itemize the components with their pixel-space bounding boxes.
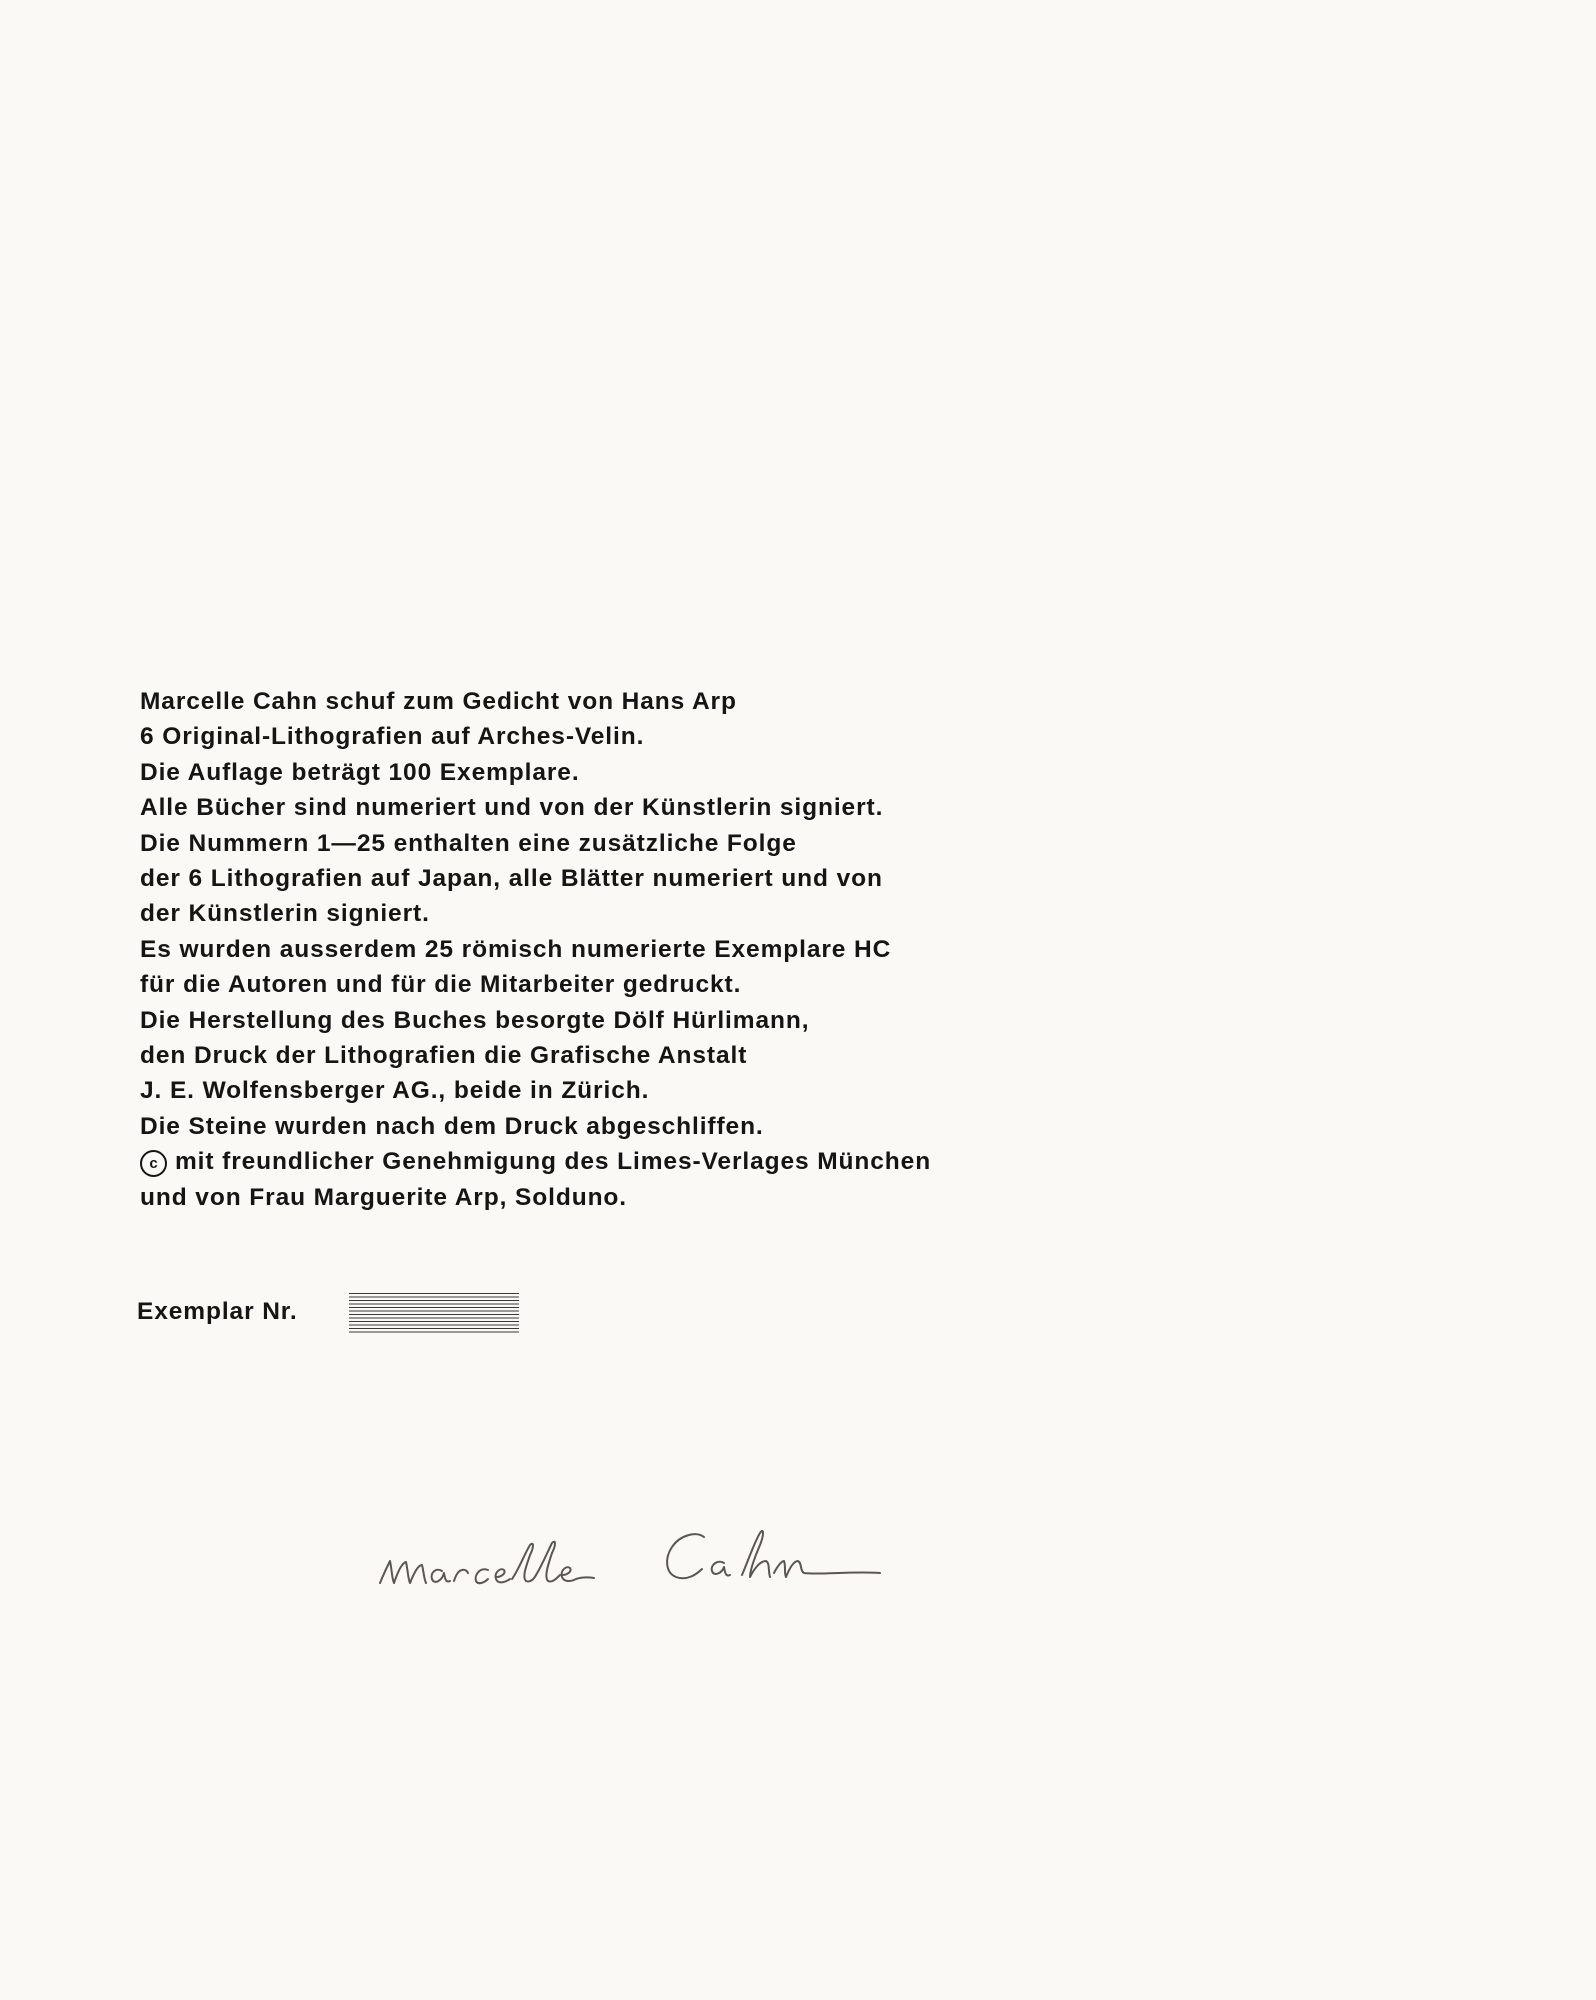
exemplar-label: Exemplar Nr. (137, 1298, 298, 1325)
copyright-text: mit freundlicher Genehmigung des Limes-Verlages München (175, 1148, 932, 1176)
exemplar-number-field (349, 1293, 519, 1335)
colophon-line: der 6 Lithografien auf Japan, alle Blätter numeriert und von (140, 865, 883, 893)
colophon-line: der Künstlerin signiert. (140, 900, 430, 928)
colophon-line: J. E. Wolfensberger AG., beide in Zürich. (140, 1077, 650, 1105)
colophon-line: Marcelle Cahn schuf zum Gedicht von Hans Arp (140, 688, 737, 715)
colophon-line: Die Auflage beträgt 100 Exemplare. (140, 758, 580, 786)
handwritten-signature (370, 1515, 970, 1605)
copyright-line (140, 1144, 1140, 1179)
colophon-line: 6 Original-Lithografien auf Arches-Velin. (140, 723, 645, 751)
colophon-line: Die Herstellung des Buches besorgte Dölf Hürlimann, (140, 1006, 810, 1034)
colophon-line: Die Nummern 1—25 enthalten eine zusätzliche Folge (140, 829, 797, 857)
colophon-line: Es wurden ausserdem 25 römisch numerierte Exemplare HC (140, 935, 892, 963)
colophon-line: und von Frau Marguerite Arp, Solduno. (140, 1183, 628, 1211)
colophon-text (140, 684, 1140, 1215)
colophon-line: für die Autoren und für die Mitarbeiter gedruckt. (140, 971, 742, 999)
colophon-line: den Druck der Lithografien die Grafische Anstalt (140, 1042, 748, 1070)
colophon-line: Die Steine wurden nach dem Druck abgeschliffen. (140, 1112, 764, 1140)
copyright-icon: c (140, 1150, 167, 1177)
colophon-line: Alle Bücher sind numeriert und von der Künstlerin signiert. (140, 794, 884, 822)
